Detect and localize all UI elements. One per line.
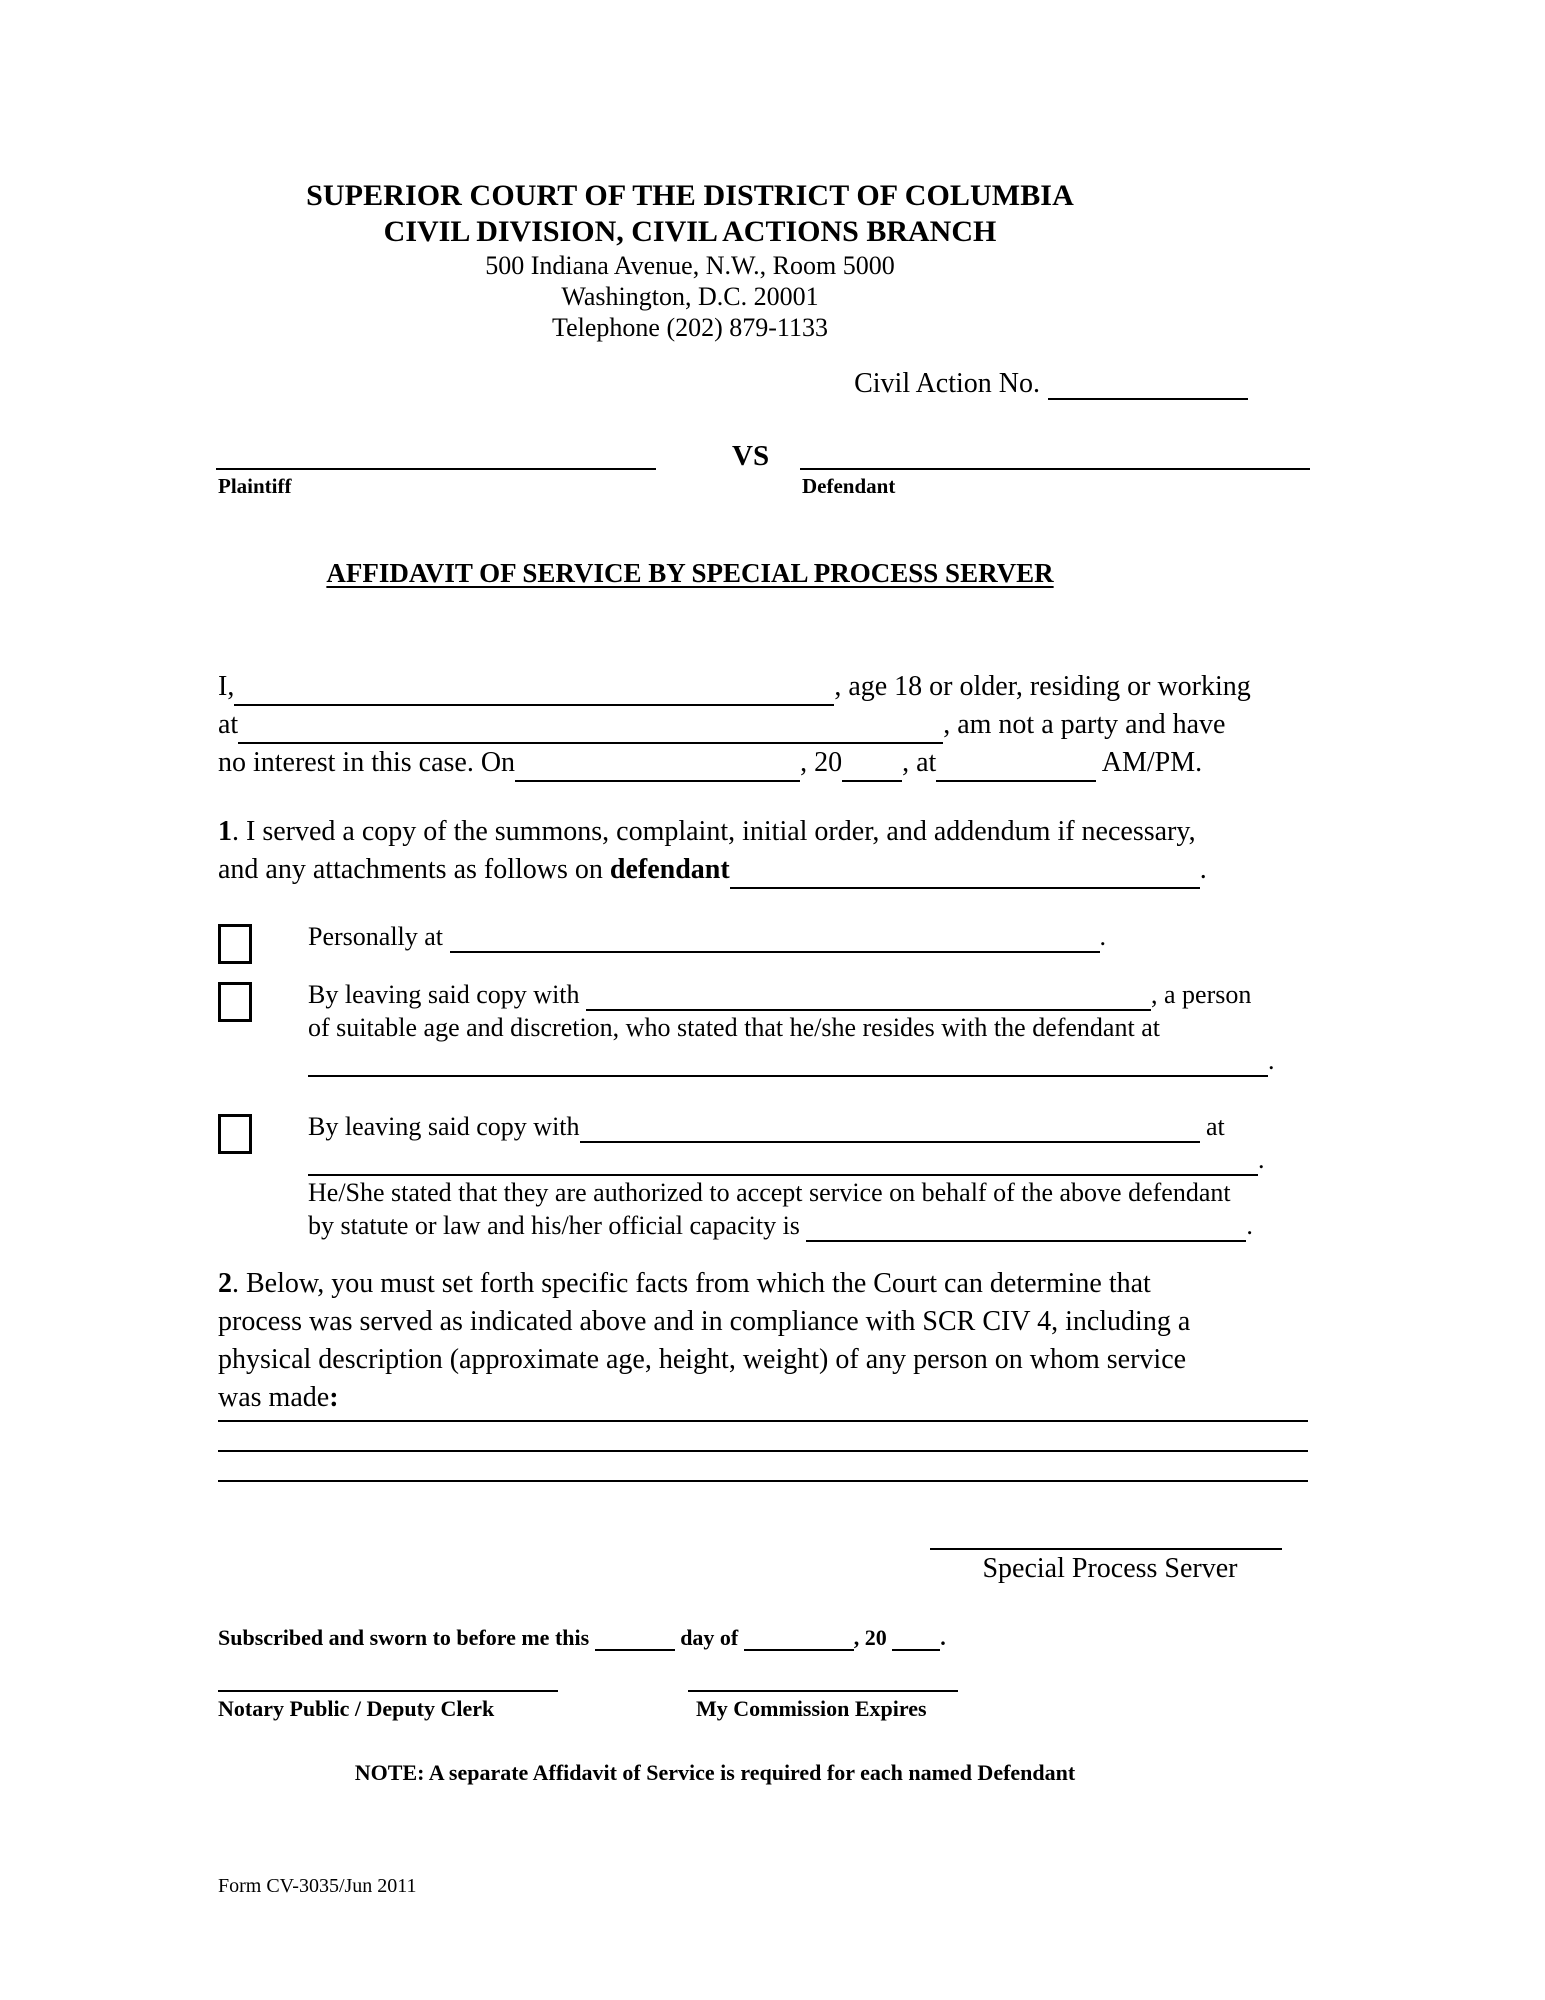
option-authorized-agent-text <box>308 1110 1328 1242</box>
court-header <box>170 178 1210 343</box>
item-2-paragraph <box>218 1265 1318 1417</box>
affiant-address-field[interactable] <box>238 713 943 744</box>
defendant-name-field[interactable] <box>800 468 1310 470</box>
item-1-number: 1 <box>218 816 232 847</box>
special-process-server-signature-field[interactable] <box>930 1548 1282 1550</box>
at-time-label: , at <box>902 747 937 778</box>
at-label: at <box>218 709 239 740</box>
facts-answer-line[interactable] <box>218 1480 1308 1482</box>
option-personally-at-trailing: . <box>1099 922 1107 951</box>
court-address-line-2: Washington, D.C. 20001 <box>561 282 819 311</box>
commission-expires-field[interactable] <box>688 1690 958 1692</box>
defendant-label: Defendant <box>802 474 896 498</box>
option-suitable-age-label: By leaving said copy with <box>308 980 580 1009</box>
subscribed-sworn-line <box>218 1625 946 1651</box>
option-suitable-age[interactable] <box>218 978 1328 1077</box>
option-authorized-agent-line4-end: . <box>1246 1211 1253 1240</box>
affiant-name-field[interactable] <box>234 675 834 706</box>
option-personally-at[interactable] <box>218 920 1328 953</box>
facts-answer-line[interactable] <box>218 1420 1308 1422</box>
option-authorized-agent[interactable] <box>218 1110 1328 1242</box>
i-label: I, <box>218 671 235 702</box>
item-1-paragraph <box>218 813 1318 889</box>
suitable-age-person-field[interactable] <box>586 982 1151 1011</box>
sworn-text-c: , 20 <box>853 1625 887 1650</box>
sworn-day-field[interactable] <box>595 1627 675 1651</box>
item-1-text-a: . I served a copy of the summons, complaint, initial order, and addendum if necessary, <box>232 816 1196 847</box>
service-time-field[interactable] <box>936 751 1096 782</box>
sworn-year-field[interactable] <box>892 1627 940 1651</box>
personally-at-location-field[interactable] <box>450 924 1100 953</box>
option-personally-at-text <box>308 920 1328 953</box>
item-1-period: . <box>1199 854 1207 885</box>
civil-action-number-field[interactable] <box>1048 369 1248 400</box>
item-2-line-4: was made <box>218 1382 330 1413</box>
court-name-line-2: CIVIL DIVISION, CIVIL ACTIONS BRANCH <box>383 215 997 248</box>
vs-label: VS <box>732 440 770 472</box>
age-clause: , age 18 or older, residing or working <box>834 671 1251 702</box>
special-process-server-label: Special Process Server <box>982 1553 1238 1584</box>
checkbox-personally-at[interactable] <box>218 924 252 964</box>
option-suitable-age-mid: , a person <box>1151 980 1252 1009</box>
item-1-text-b: and any attachments as follows on <box>218 854 603 885</box>
page-title: AFFIDAVIT OF SERVICE BY SPECIAL PROCESS SERVER <box>326 558 1054 588</box>
court-telephone: Telephone (202) 879-1133 <box>552 313 828 342</box>
signature-block <box>930 1548 1290 1585</box>
served-defendant-name-field[interactable] <box>730 858 1200 889</box>
no-interest-clause: no interest in this case. On <box>218 747 516 778</box>
sworn-text-b: day of <box>680 1625 739 1650</box>
sworn-text-d: . <box>940 1625 946 1650</box>
ampm-label: AM/PM. <box>1101 747 1203 778</box>
option-suitable-age-trailing: . <box>1268 1046 1275 1075</box>
plaintiff-label: Plaintiff <box>218 474 292 498</box>
notary-signature-field[interactable] <box>218 1690 558 1692</box>
option-authorized-agent-label: By leaving said copy with <box>308 1112 580 1141</box>
court-name-line-1: SUPERIOR COURT OF THE DISTRICT OF COLUMBIA <box>306 179 1074 212</box>
option-authorized-agent-mid: at <box>1206 1112 1225 1141</box>
option-suitable-age-text <box>308 978 1328 1077</box>
item-2-number: 2 <box>218 1268 232 1299</box>
item-2-line-1: . Below, you must set forth specific facts from which the Court can determine that <box>232 1268 1151 1299</box>
not-a-party-clause: , am not a party and have <box>943 709 1226 740</box>
option-personally-at-label: Personally at <box>308 922 444 951</box>
item-2-line-3: physical description (approximate age, height, weight) of any person on whom service <box>218 1344 1187 1375</box>
civil-action-label: Civil Action No. <box>854 368 1040 399</box>
commission-expires-label: My Commission Expires <box>696 1696 927 1721</box>
facts-answer-area[interactable] <box>218 1420 1308 1510</box>
checkbox-authorized-agent[interactable] <box>218 1114 252 1154</box>
court-address-line-1: 500 Indiana Avenue, N.W., Room 5000 <box>485 251 895 280</box>
notary-block <box>218 1690 1018 1750</box>
service-year-field[interactable] <box>842 751 902 782</box>
affiant-intro-paragraph <box>218 668 1313 782</box>
item-2-colon: : <box>329 1382 339 1413</box>
form-note: NOTE: A separate Affidavit of Service is required for each named Defendant <box>354 1760 1076 1785</box>
item-1-defendant-bold: defendant <box>609 854 730 885</box>
sworn-text-a: Subscribed and sworn to before me this <box>218 1625 590 1650</box>
sworn-month-field[interactable] <box>744 1627 854 1651</box>
form-number-footer: Form CV-3035/Jun 2011 <box>218 1875 417 1897</box>
authorized-agent-address-field[interactable] <box>308 1147 1258 1176</box>
suitable-age-address-field[interactable] <box>308 1048 1268 1077</box>
plaintiff-name-field[interactable] <box>216 468 656 470</box>
item-2-line-2: process was served as indicated above and in compliance with SCR CIV 4, including a <box>218 1306 1191 1337</box>
facts-answer-line[interactable] <box>218 1450 1308 1452</box>
option-authorized-agent-line4: by statute or law and his/her official capacity is <box>308 1211 800 1240</box>
authorized-agent-capacity-field[interactable] <box>806 1213 1246 1242</box>
checkbox-suitable-age[interactable] <box>218 982 252 1022</box>
notary-public-label: Notary Public / Deputy Clerk <box>218 1696 495 1721</box>
option-suitable-age-line2: of suitable age and discretion, who stated that he/she resides with the defendant at <box>308 1013 1160 1042</box>
civil-action-number-row <box>170 368 1310 400</box>
year-prefix: , 20 <box>800 747 843 778</box>
service-date-field[interactable] <box>515 751 800 782</box>
parties-block <box>170 440 1355 510</box>
option-authorized-agent-line3: He/She stated that they are authorized to accept service on behalf of the above defendant <box>308 1178 1231 1207</box>
option-authorized-agent-trailing: . <box>1258 1145 1265 1174</box>
authorized-agent-name-field[interactable] <box>580 1114 1200 1143</box>
